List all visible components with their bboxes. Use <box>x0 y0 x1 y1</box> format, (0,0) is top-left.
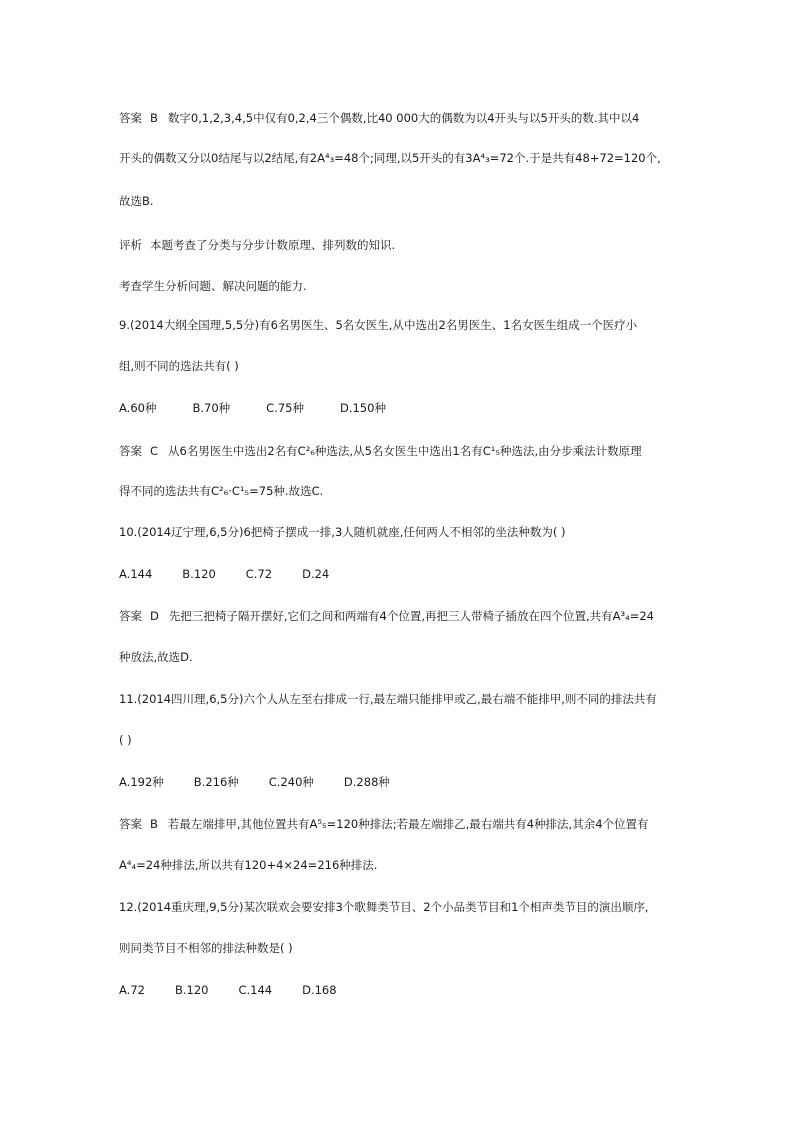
answer-label: 答案 <box>119 111 142 125</box>
answer-label: 答案 <box>119 609 142 623</box>
text-line: 开头的偶数又分以0结尾与以2结尾,有2A⁴₃=48个;同理,以5开头的有3A⁴₃=72个.于是共有48+72=120个, <box>119 151 661 165</box>
option-item: C.240种 <box>268 775 314 789</box>
answer-letter: D <box>150 609 159 623</box>
option-item: D.168 <box>302 983 337 997</box>
text-line: 种放法,故选D. <box>119 650 193 664</box>
options-row <box>119 774 390 790</box>
option-item: B.120 <box>182 567 216 581</box>
answer-label: 答案 <box>119 817 142 831</box>
answer-label: 评析 <box>119 238 142 252</box>
text-line: ( ) <box>119 733 132 747</box>
options-row <box>119 982 337 998</box>
answer-text: 本题考查了分类与分步计数原理、排列数的知识. <box>150 238 396 252</box>
option-item: D.288种 <box>343 775 390 789</box>
text-line: 12.(2014重庆理,9,5分)某次联欢会要安排3个歌舞类节目、2个小品类节目和1个相声类节目的演出顺序, <box>119 900 649 914</box>
text-line: 组,则不同的选法共有( ) <box>119 359 239 373</box>
option-item: A.60种 <box>119 401 157 415</box>
options-row <box>119 400 386 416</box>
text-line: 考查学生分析问题、解决问题的能力. <box>119 279 307 293</box>
answer-text: 从6名男医生中选出2名有C²₆种选法,从5名女医生中选出1名有C¹₅种选法,由分步乘法计数原理 <box>168 444 642 458</box>
option-item: A.192种 <box>119 775 164 789</box>
option-item: A.144 <box>119 567 153 581</box>
text-line: 得不同的选法共有C²₆·C¹₅=75种.故选C. <box>119 484 324 498</box>
text-line: 则同类节目不相邻的排法种数是( ) <box>119 941 293 955</box>
option-item: B.70种 <box>192 401 231 415</box>
answer-line <box>119 608 654 624</box>
option-item: A.72 <box>119 983 145 997</box>
answer-line <box>119 110 639 126</box>
option-item: D.150种 <box>339 401 386 415</box>
text-line: 故选B. <box>119 194 154 208</box>
answer-text: 若最左端排甲,其他位置共有A⁵₅=120种排法;若最左端排乙,最右端共有4种排法,其余4个位置有 <box>167 817 649 831</box>
answer-letter: B <box>150 111 158 125</box>
text-line: 10.(2014辽宁理,6,5分)6把椅子摆成一排,3人随机就座,任何两人不相邻的坐法种数为( ) <box>119 525 566 539</box>
answer-text: 数字0,1,2,3,4,5中仅有0,2,4三个偶数,比40 000大的偶数为以4开头与以5开头的数.其中以4 <box>167 111 640 125</box>
option-item: C.75种 <box>266 401 304 415</box>
answer-text: 先把三把椅子隔开摆好,它们之间和两端有4个位置,再把三人带椅子插放在四个位置,共有A³₄=24 <box>168 609 654 623</box>
options-row <box>119 566 329 582</box>
option-item: C.72 <box>245 567 273 581</box>
answer-label: 答案 <box>119 444 142 458</box>
option-item: B.216种 <box>193 775 239 789</box>
text-line: A⁴₄=24种排法,所以共有120+4×24=216种排法. <box>119 858 378 872</box>
option-item: C.144 <box>238 983 273 997</box>
option-item: B.120 <box>174 983 209 997</box>
answer-letter: C <box>150 444 159 458</box>
answer-line <box>119 237 395 253</box>
answer-line <box>119 816 649 832</box>
text-line: 9.(2014大纲全国理,5,5分)有6名男医生、5名女医生,从中选出2名男医生、1名女医生组成一个医疗小 <box>119 318 638 332</box>
answer-letter: B <box>150 817 158 831</box>
option-item: D.24 <box>302 567 330 581</box>
text-line: 11.(2014四川理,6,5分)六个人从左至右排成一行,最左端只能排甲或乙,最右端不能排甲,则不同的排法共有 <box>119 692 657 706</box>
answer-line <box>119 443 642 459</box>
